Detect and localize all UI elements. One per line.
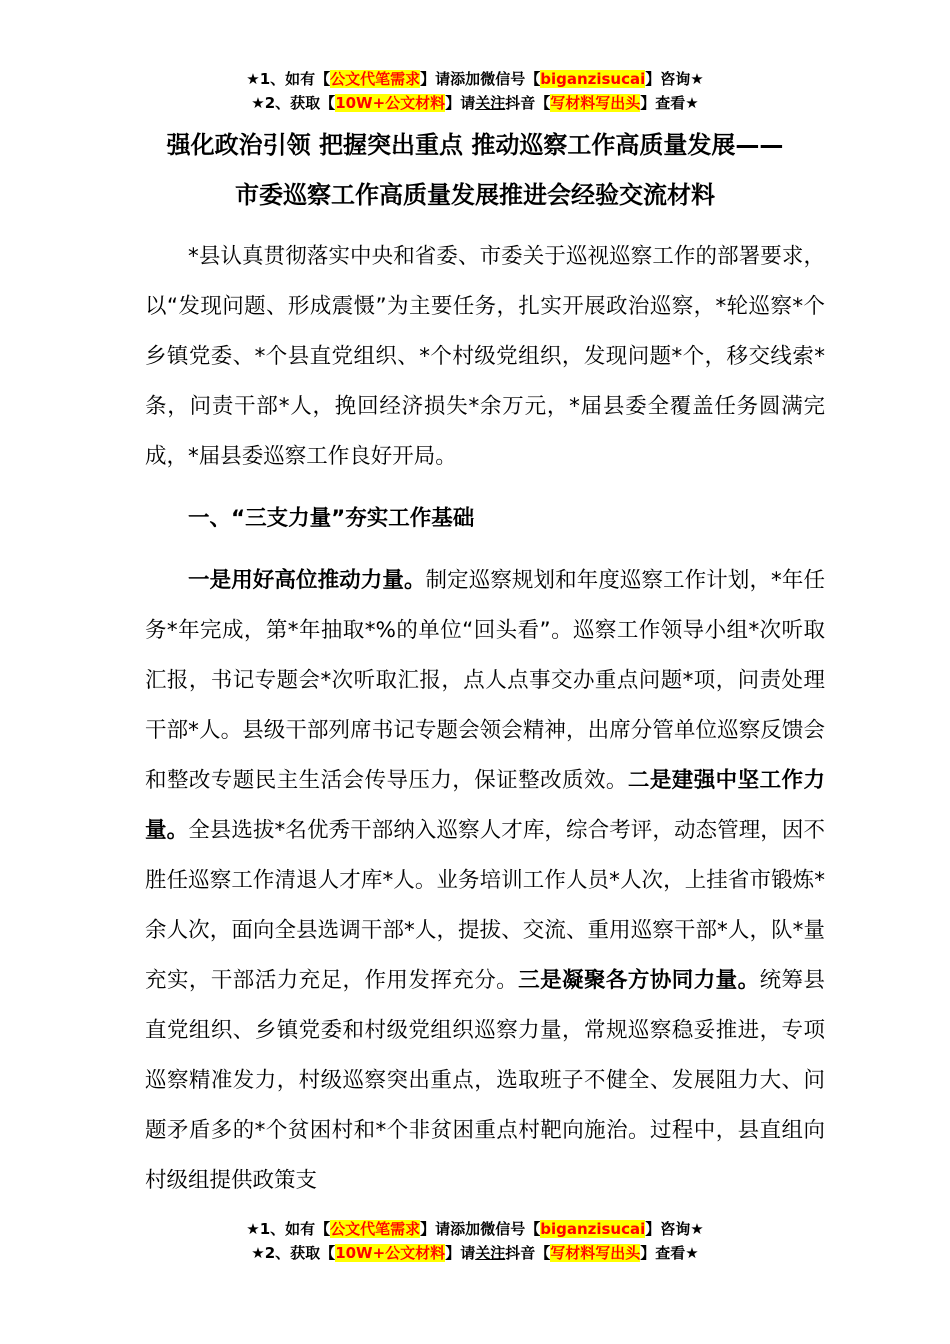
lead-1: 一是用好高位推动力量。	[188, 568, 426, 593]
ad-highlight: 10W+公文材料	[335, 1244, 446, 1262]
ad-highlight: 公文代笔需求	[330, 70, 421, 88]
ad-banner-bottom-line1: ★1、如有【公文代笔需求】请添加微信号【biganzisucai】咨询★	[246, 1220, 704, 1238]
ad-highlight: 10W+公文材料	[335, 94, 446, 112]
doc-title-line2: 市委巡察工作高质量发展推进会经验交流材料	[235, 181, 715, 209]
wechat-id: biganzisucai	[540, 70, 646, 88]
lead-3: 三是凝聚各方协同力量。	[518, 968, 760, 993]
lead-2: 二是建强中坚工作力量。	[145, 768, 825, 843]
doc-title-line1: 强化政治引领 把握突出重点 推动巡察工作高质量发展——	[166, 131, 784, 159]
douyin-id: 写材料写出头	[550, 94, 641, 112]
ad-banner-top-line1: ★1、如有【公文代笔需求】请添加微信号【biganzisucai】咨询★	[246, 70, 704, 88]
ad-banner-top-line2: ★2、获取【10W+公文材料】请关注抖音【写材料写出头】查看★	[251, 94, 699, 112]
section-heading: 一、“三支力量”夯实工作基础	[188, 506, 475, 531]
ad-banner-bottom-line2: ★2、获取【10W+公文材料】请关注抖音【写材料写出头】查看★	[251, 1244, 699, 1262]
intro-paragraph: *县认真贯彻落实中央和省委、市委关于巡视巡察工作的部署要求，以“发现问题、形成震慑”为主要任务，扎实开展政治巡察，*轮巡察*个乡镇党委、*个县直党组织、*个村级党组织，发现问题*个，移交线索*条，问责干部*人，挽回经济损失*余万元，*届县委全覆盖任务圆满完成，*届县委巡察工作良好开局。	[145, 244, 825, 469]
doc-body	[145, 232, 825, 1206]
ad-highlight: 公文代笔需求	[330, 1220, 421, 1238]
paragraph-1: 一是用好高位推动力量。制定巡察规划和年度巡察工作计划，*年任务*年完成，第*年抽取*%的单位“回头看”。巡察工作领导小组*次听取汇报，书记专题会*次听取汇报，点人点事交办重点问题*项，问责处理干部*人。县级干部列席书记专题会领会精神，出席分管单位巡察反馈会和整改专题民主生活会传导压力，保证整改质效。二是建强中坚工作力量。全县选拔*名优秀干部纳入巡察人才库，综合考评，动态管理，因不胜任巡察工作清退人才库*人。业务培训工作人员*人次，上挂省市锻炼*余人次，面向全县选调干部*人，提拔、交流、重用巡察干部*人，队*量充实，干部活力充足，作用发挥充分。三是凝聚各方协同力量。统筹县直党组织、乡镇党委和村级党组织巡察力量，常规巡察稳妥推进，专项巡察精准发力，村级巡察突出重点，选取班子不健全、发展阻力大、问题矛盾多的*个贫困村和*个非贫困重点村靶向施治。过程中，县直组向村级组提供政策支	[145, 568, 825, 1193]
douyin-id: 写材料写出头	[550, 1244, 641, 1262]
wechat-id: biganzisucai	[540, 1220, 646, 1238]
